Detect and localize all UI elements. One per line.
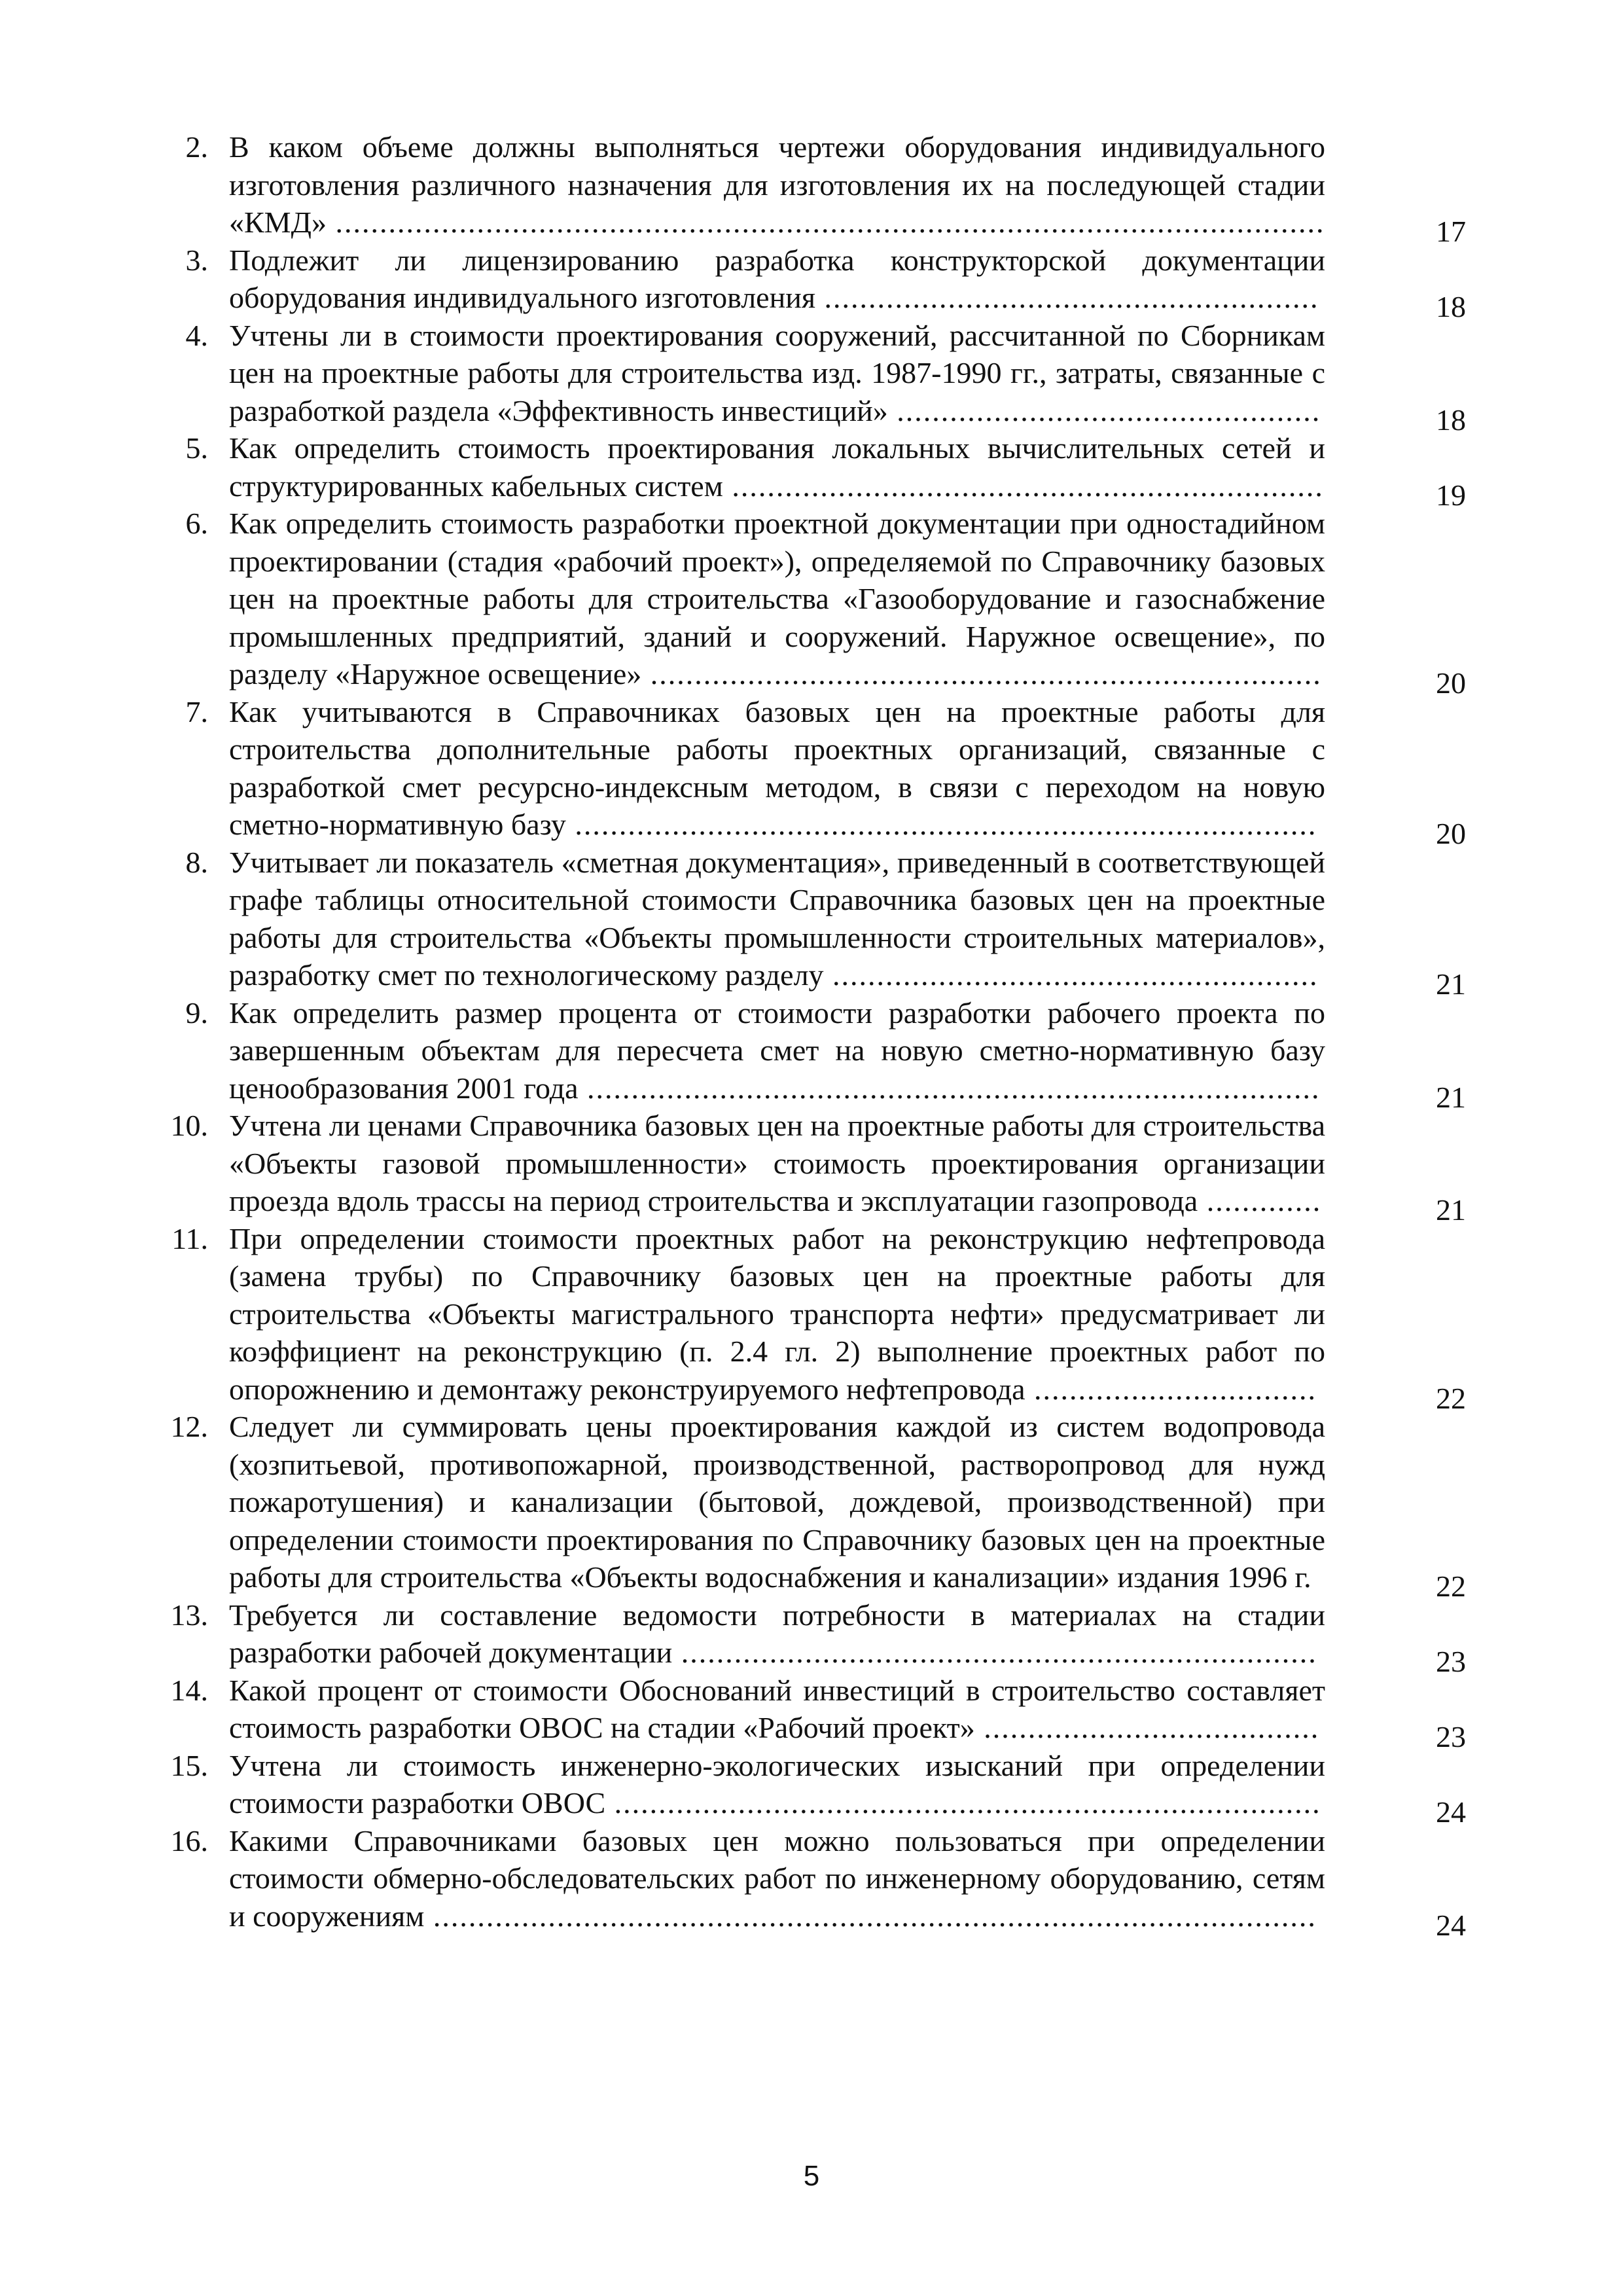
toc-entry-number: 12. [170, 1410, 208, 1443]
toc-entry-page: 20 [1436, 666, 1466, 700]
toc-entry-text [229, 1747, 1325, 1822]
toc-entry-title: Учтены ли в стоимости проектирования сооружений, рассчитанной по Сборникам цен на проектные работы для строительства изд. 1987-1990 гг., затраты, связанные с разработкой раздела «Эффективность инвестиций» [229, 318, 1325, 427]
toc-entry-title: Какой процент от стоимости Обоснований инвестиций в строительство составляет стоимость разработки ОВОС на стадии «Рабочий проект» [229, 1673, 1325, 1744]
toc-entry-title: Требуется ли составление ведомости потребности в материалах на стадии разработки рабочей документации [229, 1598, 1325, 1669]
toc-entry [151, 505, 1479, 700]
toc-entry [151, 844, 1479, 1001]
toc-entry-title: Подлежит ли лицензированию разработка конструкторской документации оборудования индивидуального изготовления [229, 243, 1325, 314]
toc-entry-title: Учтена ли ценами Справочника базовых цен на проектные работы для строительства «Объекты газовой промышленности» стоимость проектирования организации проезда вдоль трассы на период строительства и эксплуатации газопровода [229, 1109, 1325, 1217]
toc-entry-page: 18 [1436, 403, 1466, 437]
toc-entry-page: 23 [1436, 1645, 1466, 1678]
toc-entry [151, 128, 1479, 248]
toc-entry-title: Учтена ли стоимость инженерно-экологических изысканий при определении стоимости разработки ОВОС [229, 1748, 1325, 1820]
toc-entry-title: Следует ли суммировать цены проектирования каждой из систем водопровода (хозпитьевой, противопожарной, производственной, растворопровод для нужд пожаротушения) и канализации (бытовой, дождевой, производственной) при определении стоимости проектирования по Справочнику базовых цен на проектные работы для строительства «Объекты водоснабжения и канализации» издания 1996 г. [229, 1410, 1325, 1594]
toc-entry-text [229, 1107, 1325, 1220]
toc-entry-number: 4. [185, 318, 208, 352]
dot-leader: ................................ [1025, 1372, 1317, 1406]
toc-entry-page: 20 [1436, 817, 1466, 850]
toc-entry-title: Как учитываются в Справочниках базовых цен на проектные работы для строительства дополнительные работы проектных организаций, связанные с разработкой смет ресурсно-индексным методом, в связи с переходом на новую сметно-нормативную базу [229, 694, 1325, 841]
toc-entry-number: 16. [170, 1823, 208, 1857]
toc-entry-number: 7. [185, 694, 208, 728]
toc-entry-text [229, 693, 1325, 844]
toc-entry-number: 3. [185, 243, 208, 277]
toc-entry [151, 1220, 1479, 1415]
dot-leader: ............................................................................ [641, 657, 1322, 691]
toc-entry-page: 19 [1436, 478, 1466, 512]
toc-entry-title: Какими Справочниками базовых цен можно пользоваться при определении стоимости обмерно-обследовательских работ по инженерному оборудованию, сетям и сооружениям [229, 1823, 1325, 1933]
toc-entry-text [229, 128, 1325, 242]
toc-entry-number: 13. [170, 1598, 208, 1632]
dot-leader: ................................................................................................................ [326, 206, 1325, 239]
page-number: 5 [803, 2160, 820, 2192]
toc-entry-page: 21 [1436, 1080, 1466, 1114]
toc-entry [151, 1822, 1479, 1942]
dot-leader: ................................................................................ [605, 1786, 1321, 1820]
dot-leader: ........................................................................ [672, 1636, 1317, 1669]
dot-leader: ...................................... [974, 1711, 1320, 1744]
toc-entry-title: В каком объеме должны выполняться чертежи оборудования индивидуального изготовления различного назначения для изготовления их на последующей стадии «КМД» [229, 130, 1325, 239]
table-of-contents [151, 128, 1479, 1942]
toc-entry-text [229, 242, 1325, 317]
dot-leader: ................................................................... [722, 469, 1324, 503]
toc-entry [151, 317, 1479, 437]
toc-entry-text [229, 317, 1325, 430]
toc-entry-number: 14. [170, 1673, 208, 1707]
toc-entry-number: 6. [185, 507, 208, 540]
toc-entry-text [229, 1822, 1325, 1935]
toc-entry-page: 22 [1436, 1381, 1466, 1415]
toc-entry-page: 22 [1436, 1570, 1466, 1603]
toc-entry-page: 21 [1436, 1193, 1466, 1227]
toc-entry-text [229, 505, 1325, 693]
dot-leader: ............. [1198, 1184, 1322, 1217]
toc-entry-page: 17 [1436, 215, 1466, 248]
toc-entry [151, 1747, 1479, 1829]
toc-entry-page: 24 [1436, 1795, 1466, 1829]
dot-leader: .................................................................................................... [424, 1899, 1317, 1933]
toc-entry [151, 429, 1479, 512]
toc-entry-text [229, 844, 1325, 994]
toc-entry-number: 2. [185, 130, 208, 164]
toc-entry-page: 24 [1436, 1908, 1466, 1942]
dot-leader: ................................................................................... [578, 1071, 1321, 1105]
toc-entry-number: 5. [185, 431, 208, 465]
dot-leader: ........................................................ [815, 281, 1319, 314]
toc-entry [151, 1107, 1479, 1227]
toc-entry-text [229, 1596, 1325, 1672]
toc-entry-text [229, 1408, 1325, 1596]
dot-leader: ....................................................... [823, 958, 1319, 992]
toc-entry-title: Как определить размер процента от стоимости разработки рабочего проекта по завершенным объектам для пересчета смет на новую сметно-нормативную базу ценообразования 2001 года [229, 996, 1325, 1105]
toc-entry [151, 1596, 1479, 1678]
toc-entry-text [229, 1220, 1325, 1408]
toc-entry [151, 693, 1479, 850]
toc-entry-title: Как определить стоимость разработки проектной документации при одностадийном проектировании (стадия «рабочий проект»), определяемой по Справочнику базовых цен на проектные работы для строительства «Газооборудование и газоснабжение промышленных предприятий, зданий и сооружений. Наружное освещение», по разделу «Наружное освещение» [229, 507, 1325, 691]
toc-entry-page: 21 [1436, 967, 1466, 1001]
toc-entry [151, 994, 1479, 1114]
toc-entry-page: 23 [1436, 1720, 1466, 1753]
toc-entry-title: При определении стоимости проектных работ на реконструкцию нефтепровода (замена трубы) по Справочнику базовых цен на проектные работы для строительства «Объекты магистрального транспорта нефти» предусматривает ли коэффициент на реконструкцию (п. 2.4 гл. 2) выполнение проектных работ по опорожнению и демонтажу реконструируемого нефтепровода [229, 1221, 1325, 1406]
toc-entry-text [229, 994, 1325, 1107]
toc-entry-text [229, 1672, 1325, 1747]
toc-entry-number: 15. [170, 1748, 208, 1782]
dot-leader: .................................................................................... [565, 808, 1317, 841]
toc-entry-title: Как определить стоимость проектирования локальных вычислительных сетей и структурированных кабельных систем [229, 431, 1325, 503]
dot-leader: ................................................ [887, 393, 1321, 427]
toc-entry-number: 8. [185, 845, 208, 879]
toc-entry-page: 18 [1436, 290, 1466, 323]
toc-entry-number: 11. [171, 1221, 208, 1255]
toc-entry-text [229, 429, 1325, 505]
toc-entry-title: Учитывает ли показатель «сметная документация», приведенный в соответствующей графе таблицы относительной стоимости Справочника базовых цен на проектные работы для строительства «Объекты промышленности строительных материалов», разработку смет по технологическому разделу [229, 845, 1325, 992]
toc-entry-number: 10. [170, 1109, 208, 1142]
toc-entry [151, 242, 1479, 323]
toc-entry [151, 1672, 1479, 1753]
toc-entry-number: 9. [185, 996, 208, 1030]
toc-entry [151, 1408, 1479, 1603]
